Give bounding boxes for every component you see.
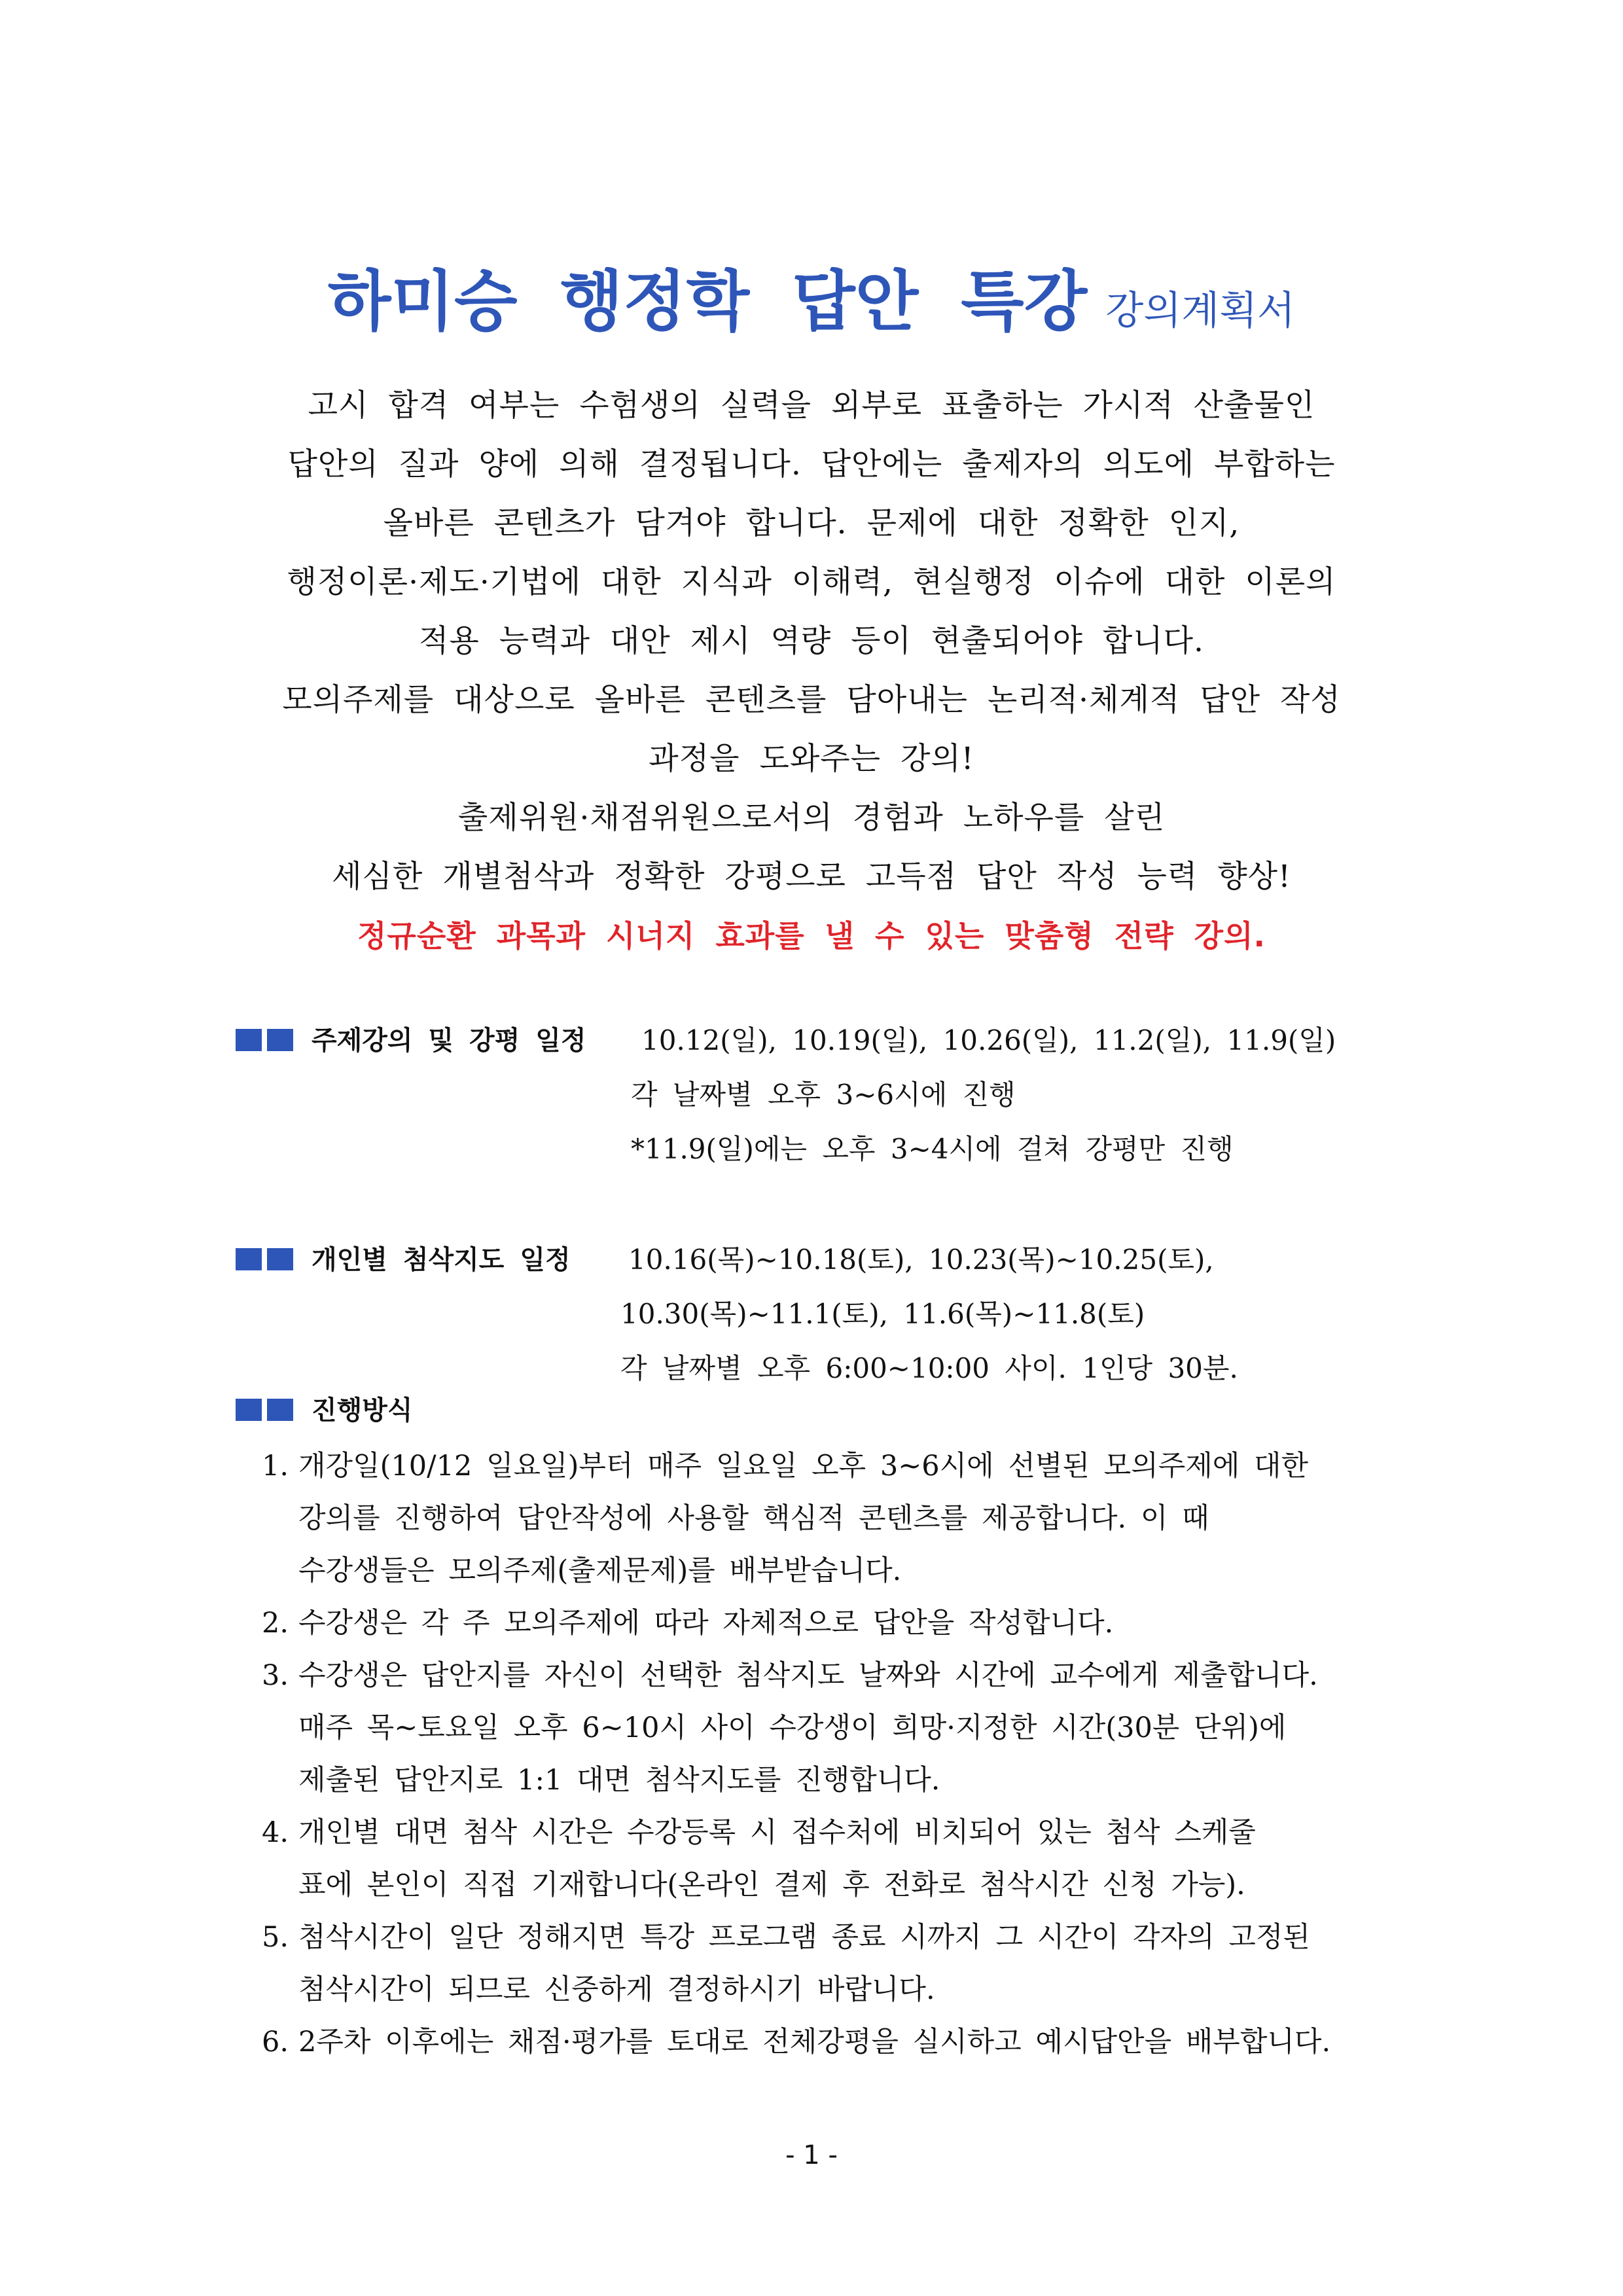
- schedule-line: *11.9(일)에는 오후 3~4시에 걸쳐 강평만 진행: [631, 1133, 1234, 1165]
- step-number: 3.: [262, 1659, 289, 1692]
- step-text: 매주 목~토요일 오후 6~10시 사이 수강생이 희망·지정한 시간(30분 단위)에: [298, 1712, 1287, 1744]
- method-step: [262, 1597, 1427, 1649]
- section-label: 진행방식: [312, 1395, 413, 1426]
- title-main: 하미승 행정학 답안 특강: [327, 263, 1088, 340]
- section-heading: [236, 1234, 571, 1286]
- step-text: 강의를 진행하여 답안작성에 사용할 핵심적 콘텐츠를 제공합니다. 이 때: [298, 1502, 1209, 1535]
- page-number: - 1 -: [785, 2140, 838, 2170]
- step-number: 1.: [262, 1450, 289, 1482]
- document-title: [0, 249, 1623, 343]
- section-label: 주제강의 및 강평 일정: [312, 1026, 586, 1056]
- square-bullet-icon: [236, 1029, 262, 1051]
- schedule-lines: [620, 1234, 1238, 1397]
- square-bullet-icon: [267, 1399, 293, 1421]
- method-step: [262, 2016, 1427, 2068]
- tutoring-schedule-section: [236, 1234, 1427, 1404]
- schedule-lines: [631, 1014, 1336, 1177]
- schedule-line: 10.12(일), 10.19(일), 10.26(일), 11.2(일), 11.9(일): [641, 1024, 1336, 1056]
- method-step: [262, 1440, 1427, 1597]
- schedule-line: 각 날짜별 오후 3~6시에 진행: [631, 1079, 1016, 1111]
- intro-paragraph: [0, 376, 1623, 965]
- intro-line: 고시 합격 여부는 수험생의 실력을 외부로 표출하는 가시적 산출물인: [308, 387, 1315, 423]
- step-text: 첨삭시간이 되므로 신중하게 결정하시기 바랍니다.: [298, 1973, 935, 2006]
- intro-line: 올바른 콘텐츠가 담겨야 합니다. 문제에 대한 정확한 인지,: [383, 505, 1240, 541]
- section-heading: [236, 1014, 586, 1067]
- intro-line: 출제위원·채점위원으로서의 경험과 노하우를 살린: [457, 800, 1166, 836]
- step-number: 6.: [262, 2026, 289, 2058]
- intro-line: 답안의 질과 양에 의해 결정됩니다. 답안에는 출제자의 의도에 부합하는: [287, 446, 1336, 482]
- step-text: 개인별 대면 첨삭 시간은 수강등록 시 접수처에 비치되어 있는 첨삭 스케줄: [298, 1816, 1256, 1849]
- schedule-line: 각 날짜별 오후 6:00~10:00 사이. 1인당 30분.: [620, 1352, 1238, 1384]
- step-text: 제출된 답안지로 1:1 대면 첨삭지도를 진행합니다.: [298, 1764, 940, 1797]
- square-bullet-icon: [236, 1399, 262, 1421]
- step-number: 4.: [262, 1816, 289, 1849]
- square-bullet-icon: [267, 1248, 293, 1270]
- lecture-schedule-section: [236, 1014, 1427, 1185]
- method-step: [262, 1806, 1427, 1911]
- step-number: 2.: [262, 1607, 289, 1640]
- step-number: 5.: [262, 1921, 289, 1954]
- method-step: [262, 1911, 1427, 2016]
- intro-line: 세심한 개별첨삭과 정확한 강평으로 고득점 답안 작성 능력 향상!: [332, 859, 1291, 895]
- intro-highlight: 정규순환 과목과 시너지 효과를 낼 수 있는 맞춤형 전략 강의.: [357, 918, 1266, 954]
- step-text: 개강일(10/12 일요일)부터 매주 일요일 오후 3~6시에 선별된 모의주제에 대한: [298, 1450, 1309, 1482]
- method-section: [236, 1384, 1427, 2091]
- step-text: 2주차 이후에는 채점·평가를 토대로 전체강평을 실시하고 예시답안을 배부합니다.: [298, 2026, 1331, 2058]
- step-text: 수강생들은 모의주제(출제문제)를 배부받습니다.: [298, 1554, 902, 1587]
- intro-line: 적용 능력과 대안 제시 역량 등이 현출되어야 합니다.: [419, 623, 1204, 659]
- square-bullet-icon: [267, 1029, 293, 1051]
- title-sub: 강의계획서: [1105, 288, 1296, 334]
- section-heading: [236, 1384, 413, 1437]
- step-text: 수강생은 답안지를 자신이 선택한 첨삭지도 날짜와 시간에 교수에게 제출합니다.: [298, 1659, 1318, 1692]
- step-text: 표에 본인이 직접 기재합니다(온라인 결제 후 전화로 첨삭시간 신청 가능).: [298, 1869, 1245, 1901]
- intro-line: 과정을 도와주는 강의!: [649, 741, 974, 777]
- schedule-line: 10.16(목)~10.18(토), 10.23(목)~10.25(토),: [628, 1244, 1214, 1276]
- method-steps: [262, 1440, 1427, 2068]
- schedule-line: 10.30(목)~11.1(토), 11.6(목)~11.8(토): [620, 1298, 1145, 1330]
- intro-line: 행정이론·제도·기법에 대한 지식과 이해력, 현실행정 이슈에 대한 이론의: [287, 564, 1336, 600]
- intro-line: 모의주제를 대상으로 올바른 콘텐츠를 담아내는 논리적·체계적 답안 작성: [282, 682, 1341, 718]
- section-label: 개인별 첨삭지도 일정: [312, 1245, 571, 1275]
- step-text: 수강생은 각 주 모의주제에 따라 자체적으로 답안을 작성합니다.: [298, 1607, 1114, 1640]
- step-text: 첨삭시간이 일단 정해지면 특강 프로그램 종료 시까지 그 시간이 각자의 고정된: [298, 1921, 1310, 1954]
- method-step: [262, 1649, 1427, 1806]
- square-bullet-icon: [236, 1248, 262, 1270]
